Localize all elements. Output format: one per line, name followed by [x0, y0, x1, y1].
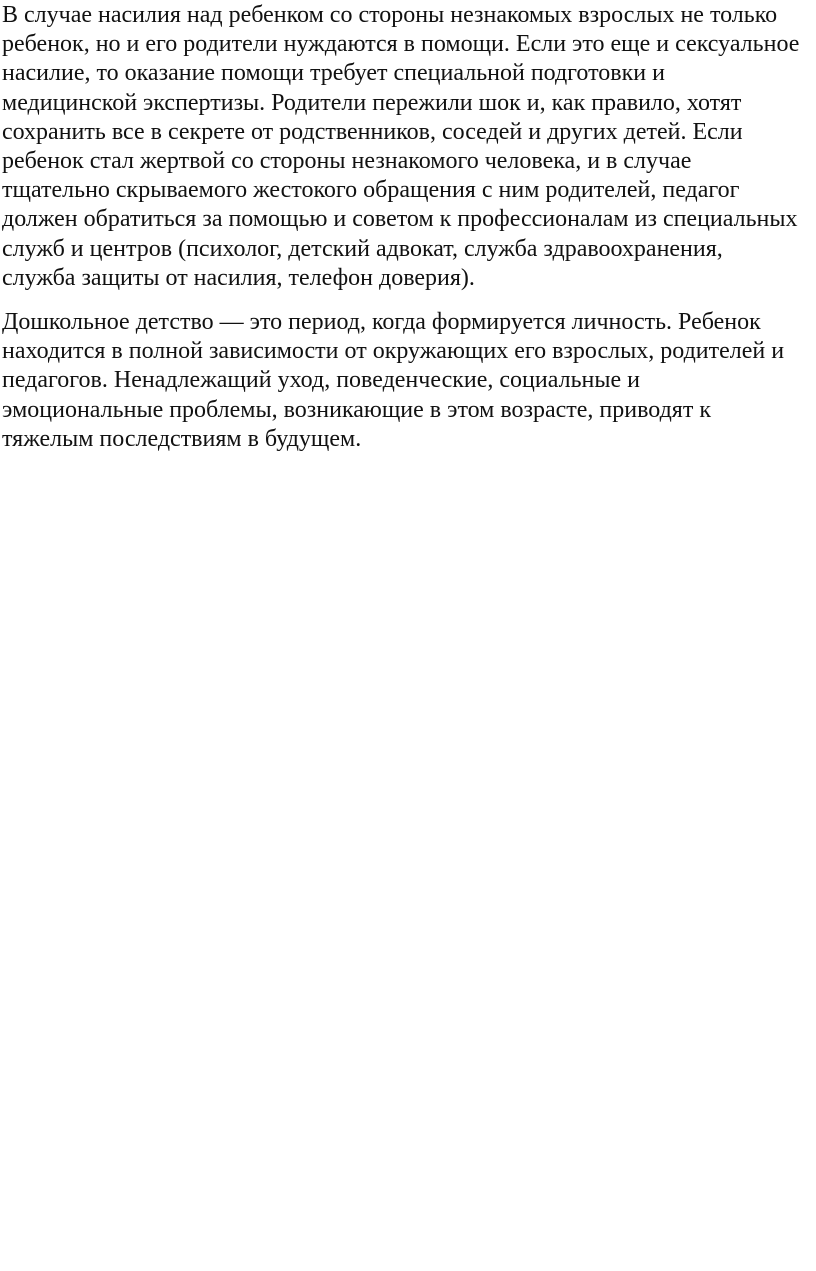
text-line: служба защиты от насилия, телефон доверия). [2, 264, 475, 291]
text-line: педагогов. Ненадлежащий уход, поведенческие, социальные и [2, 367, 640, 394]
text-line: ребенок стал жертвой со стороны незнакомого человека, и в случае [2, 148, 692, 175]
text-line: тщательно скрываемого жестокого обращения с ним родителей, педагог [2, 177, 740, 204]
text-line: насилие, то оказание помощи требует специальной подготовки и [2, 60, 665, 87]
text-line: должен обратиться за помощью и советом к профессионалам из специальных [2, 206, 798, 233]
text-line: сохранить все в секрете от родственников, соседей и других детей. Если [2, 118, 743, 145]
text-line: тяжелым последствиям в будущем. [2, 425, 362, 452]
paragraph-preschool-childhood [2, 308, 816, 454]
text-line: медицинской экспертизы. Родители пережили шок и, как правило, хотят [2, 89, 742, 116]
text-line: эмоциональные проблемы, возникающие в этом возрасте, приводят к [2, 396, 711, 423]
text-line: В случае насилия над ребенком со стороны незнакомых взрослых не только [2, 2, 778, 28]
text-line: ребенок, но и его родители нуждаются в помощи. Если это еще и сексуальное [2, 31, 800, 58]
text-line: Дошкольное детство — это период, когда формируется личность. Ребенок [2, 309, 761, 335]
text-line: служб и центров (психолог, детский адвокат, служба здравоохранения, [2, 235, 723, 262]
paragraph-violence-help [2, 1, 816, 293]
text-line: находится в полной зависимости от окружающих его взрослых, родителей и [2, 338, 785, 365]
